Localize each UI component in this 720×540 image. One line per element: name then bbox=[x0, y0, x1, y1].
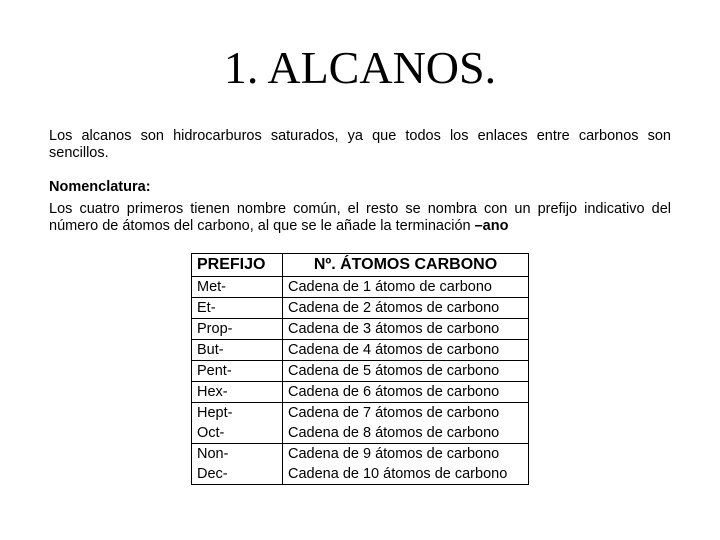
table-row bbox=[192, 298, 529, 319]
prefix-cell: Hex- bbox=[192, 382, 283, 403]
prefix-line: Dec- bbox=[197, 466, 228, 482]
chain-cell: Cadena de 6 átomos de carbono bbox=[283, 382, 529, 403]
table-row bbox=[192, 444, 529, 485]
nomenclature-suffix: –ano bbox=[474, 218, 509, 234]
prefix-cell: Et- bbox=[192, 298, 283, 319]
chain-cell bbox=[283, 444, 529, 485]
chain-line: Cadena de 7 átomos de carbono bbox=[288, 405, 500, 421]
chain-line: Cadena de 10 átomos de carbono bbox=[288, 466, 508, 482]
prefix-cell: Pent- bbox=[192, 361, 283, 382]
chain-line: Cadena de 9 átomos de carbono bbox=[288, 446, 500, 462]
prefix-line: Oct- bbox=[197, 425, 225, 441]
table-row bbox=[192, 319, 529, 340]
chain-line: Cadena de 8 átomos de carbono bbox=[288, 425, 500, 441]
table-header-row bbox=[192, 254, 529, 277]
prefix-line: Non- bbox=[197, 446, 229, 462]
chain-cell: Cadena de 4 átomos de carbono bbox=[283, 340, 529, 361]
nomenclature-paragraph bbox=[49, 201, 671, 235]
prefix-line: Hept- bbox=[197, 405, 233, 421]
chain-cell: Cadena de 3 átomos de carbono bbox=[283, 319, 529, 340]
table-row bbox=[192, 382, 529, 403]
chain-cell: Cadena de 2 átomos de carbono bbox=[283, 298, 529, 319]
nomenclature-heading: Nomenclatura: bbox=[49, 179, 151, 195]
prefix-cell: Met- bbox=[192, 277, 283, 298]
table-row bbox=[192, 361, 529, 382]
chain-cell: Cadena de 1 átomo de carbono bbox=[283, 277, 529, 298]
header-carbon-atoms: Nº. ÁTOMOS CARBONO bbox=[283, 254, 529, 277]
prefix-cell bbox=[192, 403, 283, 444]
slide-title: 1. ALCANOS. bbox=[223, 42, 497, 93]
intro-paragraph: Los alcanos son hidrocarburos saturados, ya que todos los enlaces entre carbonos son sencillos. bbox=[49, 128, 671, 161]
table-row bbox=[192, 403, 529, 444]
chain-cell: Cadena de 5 átomos de carbono bbox=[283, 361, 529, 382]
table-row bbox=[192, 340, 529, 361]
chain-cell bbox=[283, 403, 529, 444]
header-prefix: PREFIJO bbox=[192, 254, 283, 277]
prefix-cell: But- bbox=[192, 340, 283, 361]
table-row bbox=[192, 277, 529, 298]
nomenclature-text: Los cuatro primeros tienen nombre común, el resto se nombra con un prefijo indicativo del número de átomos del carbono, al que se le añade la terminación bbox=[49, 201, 671, 234]
prefix-table bbox=[191, 253, 529, 485]
prefix-cell: Prop- bbox=[192, 319, 283, 340]
prefix-cell bbox=[192, 444, 283, 485]
